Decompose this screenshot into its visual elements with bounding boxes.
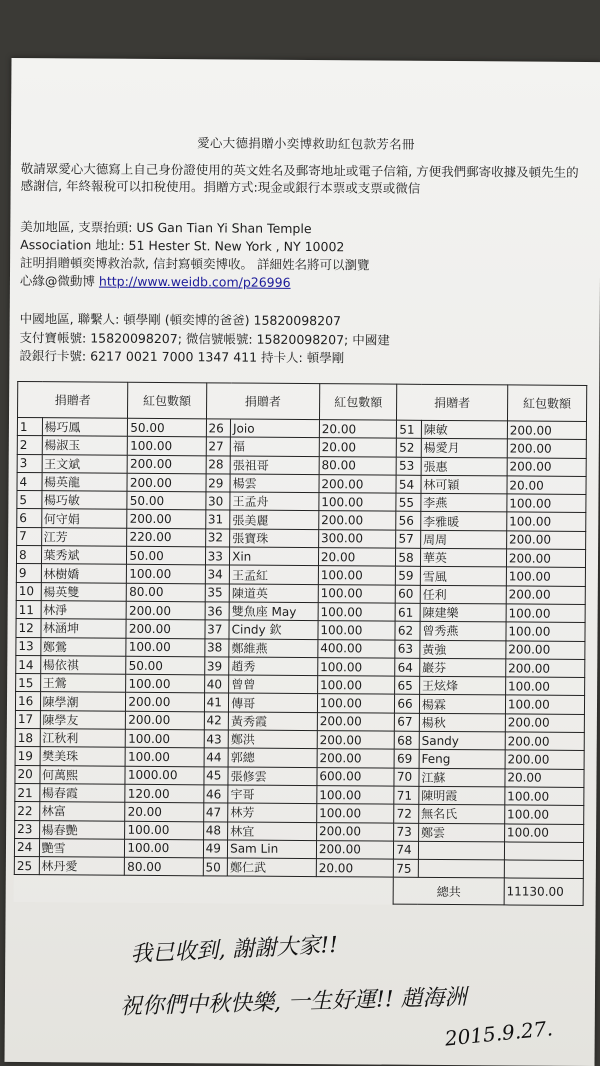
donor-name: 江秋利 bbox=[40, 729, 126, 748]
donation-amount: 200.00 bbox=[127, 473, 205, 492]
row-number: 73 bbox=[394, 823, 419, 841]
donor-name: 陳學友 bbox=[40, 710, 126, 729]
handwritten-line-1: 我已收到, 謝謝大家!! bbox=[129, 932, 339, 968]
row-number: 65 bbox=[395, 676, 420, 694]
donor-name: 鄭洪 bbox=[228, 730, 317, 749]
donation-amount: 200.00 bbox=[317, 749, 395, 768]
row-number: 2 bbox=[17, 436, 42, 454]
donation-amount: 100.00 bbox=[128, 437, 206, 456]
donor-name bbox=[418, 841, 504, 860]
row-number: 13 bbox=[16, 637, 41, 655]
header-amount-1: 紅包數額 bbox=[128, 382, 207, 419]
header-donor-3: 捐贈者 bbox=[397, 384, 508, 421]
row-number: 64 bbox=[395, 658, 420, 676]
donor-name: 周周 bbox=[420, 530, 506, 549]
donor-name: 葉秀斌 bbox=[41, 546, 127, 565]
donor-name: 黃秀霞 bbox=[228, 712, 317, 731]
donor-name: 郭總 bbox=[228, 748, 317, 767]
row-number: 19 bbox=[15, 747, 40, 765]
row-number: 31 bbox=[205, 510, 230, 528]
row-number: 5 bbox=[17, 491, 42, 509]
donation-amount: 200.00 bbox=[506, 659, 585, 678]
donation-amount: 100.00 bbox=[505, 695, 584, 714]
row-number: 11 bbox=[16, 600, 41, 618]
row-number: 10 bbox=[16, 582, 41, 600]
row-number: 38 bbox=[204, 638, 229, 656]
donation-amount: 20.00 bbox=[507, 476, 586, 495]
donor-name: 李雅暖 bbox=[421, 512, 507, 531]
row-number: 41 bbox=[204, 693, 229, 711]
row-number: 36 bbox=[205, 602, 230, 620]
donor-name: 楊巧敏 bbox=[41, 491, 127, 510]
donor-name: 陳道英 bbox=[229, 584, 318, 603]
row-number: 40 bbox=[204, 675, 229, 693]
china-line-2: 支付寶帳號: 15820098207; 微信號帳號: 15820098207; 中國建 bbox=[19, 330, 390, 348]
us-line-4-prefix: 心緣@微動博 bbox=[19, 273, 99, 289]
row-number: 50 bbox=[203, 858, 228, 876]
donation-amount: 200.00 bbox=[127, 510, 205, 529]
donor-name: 雙魚座 May bbox=[229, 602, 318, 621]
row-number: 17 bbox=[15, 710, 40, 728]
donation-amount: 100.00 bbox=[506, 567, 585, 586]
donation-amount bbox=[504, 842, 583, 861]
donor-name: 林涵坤 bbox=[40, 619, 126, 638]
donor-name: 林樹嬌 bbox=[41, 564, 127, 583]
donation-amount: 80.00 bbox=[125, 857, 203, 876]
donation-amount: 100.00 bbox=[126, 729, 204, 748]
donor-name: 巖芬 bbox=[420, 658, 506, 677]
donation-amount: 120.00 bbox=[125, 784, 203, 803]
donor-name: 鄭雲 bbox=[418, 823, 504, 842]
row-number: 70 bbox=[394, 768, 419, 786]
donor-name: Sam Lin bbox=[228, 840, 317, 859]
donation-amount: 100.00 bbox=[318, 566, 396, 585]
donation-amount: 100.00 bbox=[125, 839, 203, 858]
row-number: 72 bbox=[394, 804, 419, 822]
donation-amount: 100.00 bbox=[317, 676, 395, 695]
donation-amount: 20.00 bbox=[316, 859, 394, 878]
donor-name: 楊春艷 bbox=[39, 820, 125, 839]
donation-amount: 100.00 bbox=[318, 657, 396, 676]
row-number: 28 bbox=[206, 455, 231, 473]
donor-name: 王孟紅 bbox=[229, 565, 318, 584]
row-number: 58 bbox=[396, 548, 421, 566]
table-body bbox=[14, 418, 586, 906]
total-value: 11130.00 bbox=[504, 878, 583, 906]
donation-amount: 100.00 bbox=[506, 604, 585, 623]
donor-name: 林淨 bbox=[41, 601, 127, 620]
donor-name: 張寶珠 bbox=[230, 529, 319, 548]
donor-name: 楊春霞 bbox=[39, 784, 125, 803]
donor-name: 江蘇 bbox=[419, 768, 505, 787]
donor-name: 鄭仁武 bbox=[227, 858, 316, 877]
row-number: 1 bbox=[17, 418, 42, 436]
donor-name: 林可穎 bbox=[421, 475, 507, 494]
row-number: 34 bbox=[205, 565, 230, 583]
row-number: 62 bbox=[395, 621, 420, 639]
row-number: 48 bbox=[203, 821, 228, 839]
donor-name: 何萬熙 bbox=[39, 765, 125, 784]
table-header-row bbox=[18, 382, 587, 422]
donation-amount: 200.00 bbox=[506, 640, 585, 659]
donor-name: 林宜 bbox=[228, 822, 317, 841]
row-number: 68 bbox=[395, 731, 420, 749]
donor-name: 曾曾 bbox=[229, 675, 318, 694]
row-number: 6 bbox=[17, 509, 42, 527]
row-number: 27 bbox=[206, 437, 231, 455]
donor-name: Cindy 欽 bbox=[229, 620, 318, 639]
donor-name: 曾秀燕 bbox=[420, 622, 506, 641]
donor-name: 林丹愛 bbox=[39, 857, 125, 876]
donor-name: 鄭維燕 bbox=[229, 639, 318, 658]
row-number: 8 bbox=[16, 546, 41, 564]
row-number: 55 bbox=[396, 493, 421, 511]
row-number: 51 bbox=[397, 420, 422, 438]
donor-name: 傳哥 bbox=[229, 693, 318, 712]
donation-amount: 200.00 bbox=[505, 750, 584, 769]
donation-amount: 20.00 bbox=[319, 420, 397, 439]
header-donor-1: 捐贈者 bbox=[18, 382, 129, 419]
donation-amount: 100.00 bbox=[505, 787, 584, 806]
donation-amount: 200.00 bbox=[506, 586, 585, 605]
donor-name: 王炫烽 bbox=[419, 676, 505, 695]
total-row bbox=[14, 875, 583, 906]
china-line-3: 設銀行卡號: 6217 0021 7000 1347 411 持卡人: 頓學剛 bbox=[19, 348, 345, 366]
donation-amount: 50.00 bbox=[127, 546, 205, 565]
row-number: 23 bbox=[15, 820, 40, 838]
row-number: 35 bbox=[205, 583, 230, 601]
donation-amount: 200.00 bbox=[319, 511, 397, 530]
donation-amount: 80.00 bbox=[127, 583, 205, 602]
donation-amount: 200.00 bbox=[126, 620, 204, 639]
row-number: 69 bbox=[394, 749, 419, 767]
donation-amount: 20.00 bbox=[505, 769, 584, 788]
donation-amount: 100.00 bbox=[319, 493, 397, 512]
donor-name: 楊巧鳳 bbox=[42, 418, 128, 437]
donation-amount: 50.00 bbox=[127, 491, 205, 510]
row-number: 56 bbox=[396, 512, 421, 530]
donor-name: 楊秋 bbox=[419, 713, 505, 732]
row-number: 67 bbox=[395, 713, 420, 731]
donation-amount: 100.00 bbox=[126, 674, 204, 693]
donation-amount: 200.00 bbox=[507, 439, 586, 458]
row-number: 43 bbox=[204, 730, 229, 748]
donation-amount: 200.00 bbox=[317, 731, 395, 750]
row-number: 29 bbox=[206, 474, 231, 492]
donor-name: 江芳 bbox=[41, 527, 127, 546]
weidb-link[interactable]: http://www.weidb.com/p26996 bbox=[98, 273, 291, 290]
donor-name: 楊淑玉 bbox=[42, 436, 128, 455]
total-spacer bbox=[14, 875, 394, 905]
row-number: 52 bbox=[397, 438, 422, 456]
row-number: 26 bbox=[206, 419, 231, 437]
us-line-4 bbox=[20, 272, 585, 293]
donation-amount bbox=[504, 860, 583, 879]
row-number: 25 bbox=[14, 857, 39, 875]
donor-name: 王孟舟 bbox=[230, 492, 319, 511]
donation-amount: 50.00 bbox=[126, 656, 204, 675]
donation-amount: 20.00 bbox=[318, 548, 396, 567]
donor-name: 楊依祺 bbox=[40, 656, 126, 675]
donation-amount: 100.00 bbox=[318, 621, 396, 640]
donor-table bbox=[14, 381, 588, 906]
donor-name: 何守娟 bbox=[41, 509, 127, 528]
donation-amount: 1000.00 bbox=[125, 766, 203, 785]
donor-name: 艷雪 bbox=[39, 838, 125, 857]
donor-name: 樊美珠 bbox=[40, 747, 126, 766]
row-number: 61 bbox=[395, 603, 420, 621]
donor-name: 陳敏 bbox=[421, 420, 507, 439]
donation-amount: 20.00 bbox=[319, 438, 397, 457]
donation-amount: 100.00 bbox=[504, 823, 583, 842]
donation-amount: 200.00 bbox=[316, 822, 394, 841]
donor-name bbox=[418, 859, 504, 878]
donation-amount: 200.00 bbox=[506, 531, 585, 550]
row-number: 22 bbox=[15, 802, 40, 820]
donor-name: 趙秀 bbox=[229, 657, 318, 676]
donation-amount: 20.00 bbox=[125, 802, 203, 821]
row-number: 4 bbox=[17, 472, 42, 490]
donor-name: 陳學潮 bbox=[40, 692, 126, 711]
row-number: 16 bbox=[15, 692, 40, 710]
document-title: 愛心大德捐贈小奕博救助紅包款芳名冊 bbox=[197, 135, 415, 152]
row-number: 46 bbox=[203, 785, 228, 803]
donation-amount: 100.00 bbox=[126, 638, 204, 657]
donor-name: 張惠 bbox=[421, 457, 507, 476]
donor-name: 任利 bbox=[420, 585, 506, 604]
row-number: 7 bbox=[17, 527, 42, 545]
row-number: 74 bbox=[394, 841, 419, 859]
row-number: 59 bbox=[396, 567, 421, 585]
donor-name: 楊英龍 bbox=[41, 473, 127, 492]
donor-name: 李燕 bbox=[421, 494, 507, 513]
donation-amount: 100.00 bbox=[318, 584, 396, 603]
donation-amount: 100.00 bbox=[317, 804, 395, 823]
row-number: 32 bbox=[205, 529, 230, 547]
header-amount-2: 紅包數額 bbox=[319, 384, 397, 421]
donor-name: 華英 bbox=[420, 548, 506, 567]
row-number: 9 bbox=[16, 564, 41, 582]
donation-amount: 100.00 bbox=[506, 622, 585, 641]
row-number: 37 bbox=[205, 620, 230, 638]
row-number: 49 bbox=[203, 840, 228, 858]
row-number: 15 bbox=[16, 674, 41, 692]
row-number: 44 bbox=[204, 748, 229, 766]
row-number: 47 bbox=[203, 803, 228, 821]
row-number: 24 bbox=[14, 838, 39, 856]
donation-amount: 80.00 bbox=[319, 456, 397, 475]
donor-name: 楊霖 bbox=[419, 695, 505, 714]
us-line-1: 美加地區, 支票抬頭: US Gan Tian Yi Shan Temple bbox=[20, 219, 312, 237]
row-number: 14 bbox=[16, 655, 41, 673]
donation-amount: 100.00 bbox=[507, 494, 586, 513]
donation-amount: 100.00 bbox=[317, 786, 395, 805]
row-number: 54 bbox=[396, 475, 421, 493]
row-number: 20 bbox=[15, 765, 40, 783]
row-number: 60 bbox=[396, 585, 421, 603]
donation-amount: 220.00 bbox=[127, 528, 205, 547]
donation-amount: 200.00 bbox=[507, 458, 586, 477]
donor-name: 福 bbox=[230, 437, 319, 456]
donation-amount: 100.00 bbox=[125, 821, 203, 840]
row-number: 42 bbox=[204, 712, 229, 730]
donation-amount: 200.00 bbox=[127, 455, 205, 474]
china-line-1: 中國地區, 聯繫人: 頓學剛 (頓奕博的爸爸) 15820098207 bbox=[19, 311, 342, 329]
donor-name: Joio bbox=[230, 419, 319, 438]
donor-name: 張美麗 bbox=[230, 510, 319, 529]
donation-amount: 100.00 bbox=[318, 603, 396, 622]
donor-name: 雪風 bbox=[420, 567, 506, 586]
donor-name: 黃強 bbox=[420, 640, 506, 659]
header-amount-3: 紅包數額 bbox=[507, 385, 586, 422]
document-sheet bbox=[5, 58, 600, 1066]
donation-amount: 200.00 bbox=[319, 475, 397, 494]
donor-name: Feng bbox=[419, 750, 505, 769]
row-number: 45 bbox=[204, 766, 229, 784]
row-number: 57 bbox=[396, 530, 421, 548]
donation-amount: 300.00 bbox=[318, 529, 396, 548]
donor-name: 林芳 bbox=[228, 803, 317, 822]
donation-amount: 100.00 bbox=[507, 512, 586, 531]
donation-amount: 200.00 bbox=[126, 711, 204, 730]
donation-amount: 100.00 bbox=[505, 805, 584, 824]
donor-name: 楊愛月 bbox=[421, 439, 507, 458]
donation-amount: 200.00 bbox=[126, 601, 204, 620]
donor-name: 王鶯 bbox=[40, 674, 126, 693]
header-donor-2: 捐贈者 bbox=[206, 383, 320, 420]
donor-name: 陳建樂 bbox=[420, 603, 506, 622]
donor-name: 陳明霞 bbox=[419, 786, 505, 805]
donation-amount: 200.00 bbox=[316, 840, 394, 859]
donor-name: 楊雲 bbox=[230, 474, 319, 493]
row-number: 75 bbox=[394, 859, 419, 877]
donation-amount: 200.00 bbox=[506, 549, 585, 568]
row-number: 12 bbox=[16, 619, 41, 637]
donation-amount: 200.00 bbox=[505, 732, 584, 751]
us-line-2: Association 地址: 51 Hester St. New York , NY 10002 bbox=[20, 237, 345, 255]
row-number: 66 bbox=[395, 695, 420, 713]
donor-name: 張修雲 bbox=[228, 767, 317, 786]
row-number: 53 bbox=[396, 457, 421, 475]
row-number: 63 bbox=[395, 640, 420, 658]
donor-name: 王文斌 bbox=[42, 454, 128, 473]
donation-amount: 100.00 bbox=[127, 565, 205, 584]
row-number: 18 bbox=[15, 729, 40, 747]
donor-name: 鄭鶯 bbox=[40, 637, 126, 656]
donation-amount: 200.00 bbox=[126, 693, 204, 712]
row-number: 39 bbox=[204, 657, 229, 675]
handwritten-line-2: 祝你們中秋快樂, 一生好運!! 趙海洲 bbox=[119, 985, 467, 1020]
intro-paragraph: 敬請眾愛心大德寫上自己身份證使用的英文姓名及郵寄地址或電子信箱, 方便我們郵寄收據及頓先生的感謝信, 年終報稅可以扣稅使用。捐贈方式:現金或銀行本票或支票或微信 bbox=[20, 161, 579, 196]
row-number: 3 bbox=[17, 454, 42, 472]
row-number: 21 bbox=[15, 783, 40, 801]
total-label: 總共 bbox=[393, 878, 504, 906]
donation-amount: 200.00 bbox=[505, 714, 584, 733]
donor-name: 林富 bbox=[39, 802, 125, 821]
donor-name: 張祖哥 bbox=[230, 456, 319, 475]
row-number: 33 bbox=[205, 547, 230, 565]
donation-amount: 400.00 bbox=[318, 639, 396, 658]
donor-name: 宇哥 bbox=[228, 785, 317, 804]
donor-name: Sandy bbox=[419, 731, 505, 750]
donation-amount: 100.00 bbox=[125, 748, 203, 767]
handwritten-date: 2015.9.27. bbox=[443, 1016, 554, 1051]
donor-name: Xin bbox=[230, 547, 319, 566]
donor-name: 楊英雙 bbox=[41, 582, 127, 601]
donation-amount: 100.00 bbox=[505, 677, 584, 696]
donation-amount: 200.00 bbox=[317, 712, 395, 731]
donation-amount: 200.00 bbox=[507, 421, 586, 440]
donation-amount: 100.00 bbox=[317, 694, 395, 713]
donation-amount: 600.00 bbox=[317, 767, 395, 786]
row-number: 30 bbox=[205, 492, 230, 510]
row-number: 71 bbox=[394, 786, 419, 804]
us-line-3: 註明捐贈頓奕博救治款, 信封寫頓奕博收。 詳細姓名將可以瀏覽 bbox=[20, 255, 370, 273]
donation-amount: 50.00 bbox=[128, 418, 206, 437]
donor-name: 無名氏 bbox=[419, 805, 505, 824]
